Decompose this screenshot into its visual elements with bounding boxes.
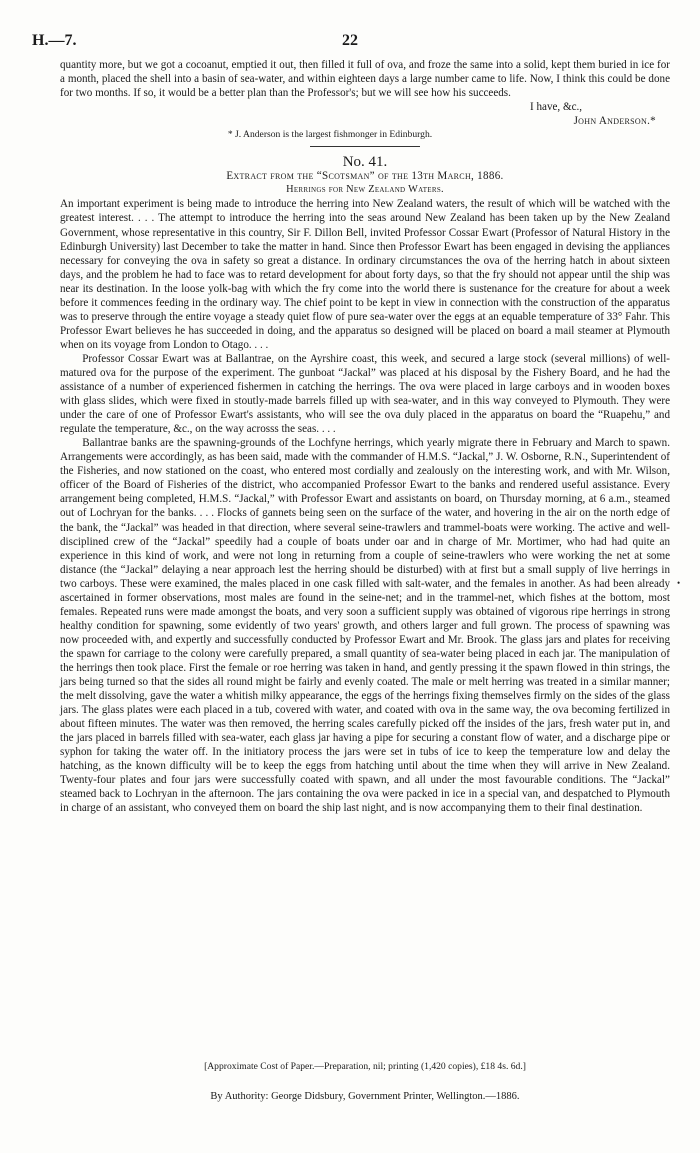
margin-mark: • [677,578,681,588]
extract-title: Extract from the “Scotsman” of the 13th March, 1886. [226,170,504,183]
document-reference: H.—7. [32,32,77,49]
article-number: No. 41. [342,154,388,171]
letter-signature-line [60,114,670,128]
letter-greeting: I have, &c., [530,101,583,114]
cost-note: [Approximate Cost of Paper.—Preparation, nil; printing (1,420 copies), £18 4s. 6d.] [204,1061,526,1072]
main-text [60,58,670,815]
printer-authority: By Authority: George Didsbury, Government Printer, Wellington.—1886. [210,1091,520,1102]
section-divider [310,146,420,147]
page-number: 22 [342,32,358,49]
article-paragraph-2: Professor Cossar Ewart was at Ballantrae, on the Ayrshire coast, this week, and secured a large stock (several millions) of well-matured ova for the purpose of the experiment. The gunboat “Jackal” was placed at his disposal by the Fishery Board, and he had the assistance of a number of experienced fishermen in catching the herrings. The ova were placed in large carboys and in wooden boxes with glass slides, which were fixed in stoutly-made barrels filled up with sea-water, and in this way conveyed to Plymouth. They were under the care of one of Professor Ewart's assistants, who will see the ova duly placed in the apparatus on board the “Ruapehu,” and regulate the temperature, &c., on the way acrosss the seas. . . . [60,352,670,436]
article-paragraph-1: An important experiment is being made to introduce the herring into New Zealand waters, the result of which will be watched with the greatest interest. . . . The attempt to introduce the herring into the seas around New Zealand has been taken up by the New Zealand Government, whose representative in this country, Sir F. Dillon Bell, invited Professor Cossar Ewart (Professor of Natural History in the Edinburgh University) last December to take the matter in hand. Since then Professor Ewart has been engaged in devising the appliances necessary for conveying the ova in safety so great a distance. In ordinary circumstances the ova of the herring hatch in about sixteen days, and the problem he had to face was to retard development for about forty days, so that the fry should not appear until the ship was near its destination. In the loose yolk-bag with which the fry come into the world there is sustenance for the creature for about a week before it commences feeding in the ordinary way. The chief point to be kept in view in connection with the construction of the apparatus was to preserve through the entire voyage a steady quiet flow of pure sea-water over the eggs at an equable temperature of 33° Fahr. This Professor Ewart believes he has succeeded in doing, and the apparatus so designed will be placed on board a mail steamer at Plymouth when on its voyage from London to Otago. . . . [60,198,670,351]
footnote: * J. Anderson is the largest fishmonger in Edinburgh. [227,129,433,141]
page-header [32,32,668,54]
letter-signature: John Anderson.* [573,115,656,128]
letter-signoff [60,100,670,114]
letter-continuation: quantity more, but we got a cocoanut, emptied it out, then filled it full of ova, and froze the same into a solid, kept them buried in ice for a month, placed the shell into a basin of sea-water, and within eighteen days a large number came to life. Now, I think this could be done for two months. If so, it would be a better plan than the Professor's; but we will see how his succeeds. [60,59,670,100]
article-subheading: Herrings for New Zealand Waters. [286,184,444,196]
article-paragraph-3: Ballantrae banks are the spawning-grounds of the Lochfyne herrings, which yearly migrate there in February and March to spawn. Arrangements were accordingly, as has been said, made with the commander of H.M.S. “Jackal,” J. W. Osborne, R.N., Superintendent of the Fisheries, and now stationed on the coast, who entered most cordially and zealously on the interesting work, and with Mr. Wilson, officer of the Board of Fisheries of the district, who accompanied Professor Ewart to the banks and rendered useful assistance. Every arrangement being completed, H.M.S. “Jackal,” with Professor Ewart and assistants on board, on Thursday morning, at 6 a.m., steamed out of Lochryan for the banks. . . . Flocks of gannets being seen on the surface of the water, and hovering in the air on the north edge of the bank, the “Jackal” was headed in that direction, where several seine-trawlers and trammel-boats were working. The active and well-disciplined crew of the “Jackal” speedily had a couple of boats under oar and in charge of Mr. Mortimer, who had had quite an experience in this kind of work, and were not long in returning from a couple of seine-trawlers who were working the net at some distance (the “Jackal” delaying a near approach lest the herring should be disturbed) with at first but a small supply of live herrings in two carboys. These were examined, the males placed in one cask filled with salt-water, and the females in another. As had been already ascertained in former observations, most males are found in the seine-net; and in the trammel-net, which fishes at the bottom, most females. Repeated runs were made amongst the boats, and very soon a sufficient supply was obtained of vigorous ripe herrings in strong healthy condition for spawning, some evidently of two years' growth, and others larger and full grown. The process of spawning was now proceeded with, and expertly and successfully conducted by Professor Ewart and Mr. Brook. The glass jars and plates for receiving the spawn for carriage to the colony were carefully prepared, a small quantity of sea-water being placed in each jar. The manipulation of the herrings then took place. First the female or roe herring was taken in hand, and gently pressing it the spawn flowed in thin strings, the jars being turned so that the sides all round might be fairly and evenly coated. The male or melt herring was treated in a similar manner; the melt dissolving, gave the water a whitish milky appearance, the eggs of the herrings fixing themselves firmly on the sides of the glass jars. The glass plates were each placed in a tub, covered with water, and coated with ova in the same way, the ova becoming fertilized in about fifteen minutes. The water was then removed, the herring scales carefully picked off the insides of the jars, fresh water put in, and the jars placed in barrels filled with sea-water, each glass jar having a pipe for securing a constant flow of water, and a discharge pipe or syphon for taking the water off. In the initiatory process the jars were set in tubs of ice to keep the temperature low and delay the hatching, as the known difficulty will be to keep the eggs from hatching until about the time when they will arrive in New Zealand. Twenty-four plates and four jars were successfully coated with spawn, and all under the most favourable conditions. The “Jackal” steamed back to Lochryan in the afternoon. The jars containing the ova were packed in ice in a special van, and despatched to Plymouth in charge of an assistant, who conveyed them on board the ship last night, and is now accompanying them to their final destination. [60,437,670,815]
